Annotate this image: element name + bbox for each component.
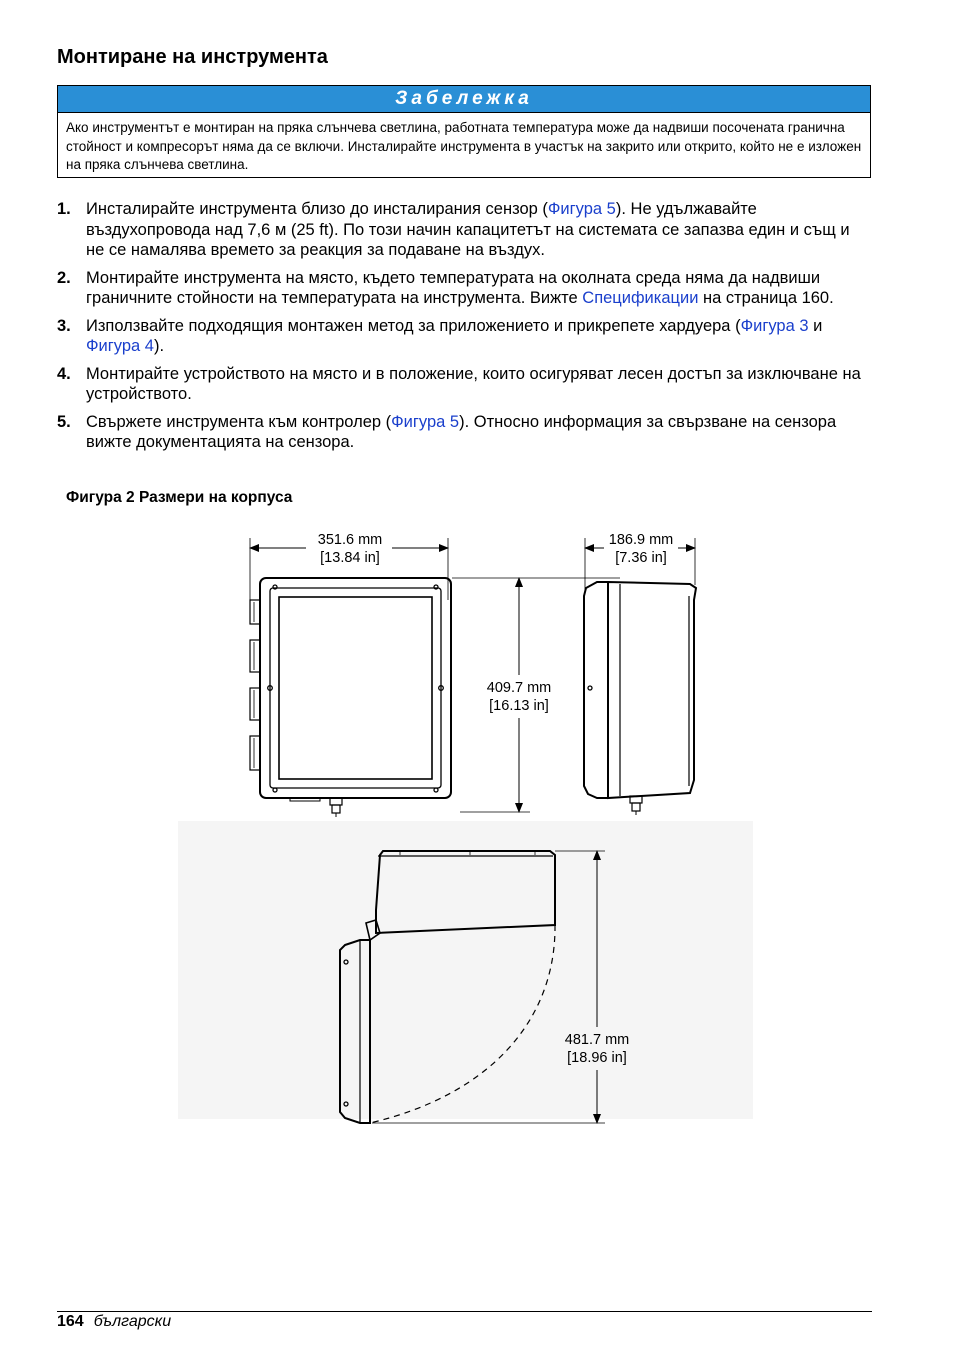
link-figure-5[interactable]: Фигура 5 [391,412,460,431]
step-text: ). Относно информация за свързване на сензора вижте документацията на сензора. [86,412,837,451]
side-view [584,538,696,815]
height-mm-label: 409.7 mm [486,680,552,696]
step-number: 2. [57,268,71,287]
step-text: на страница 160. [698,289,834,307]
figure-caption: Фигура 2 Размери на корпуса [66,489,293,506]
note-title: Забележка [58,86,870,113]
width-mm-label: 351.6 mm [317,532,383,548]
step-text: Използвайте подходящия монтажен метод за приложението и прикрепете хардуера ( [86,316,741,335]
swing-in-label: [18.96 in] [567,1050,627,1066]
figure-background [178,821,753,1119]
step-text: ). [153,337,165,355]
step-text: Инсталирайте инструмента близо до инсталирания сензор ( [86,200,548,218]
step-text: ). Не удължавайте въздухопровода над 7,6 м (25 ft). По този начин капацитетът на системата се запазва един и същ и не се намалява времето за реакция за подаване на въздух. [86,200,850,259]
link-figure-4[interactable]: Фигура 4 [86,337,154,355]
link-figure-3[interactable]: Фигура 3 [740,316,809,335]
step-text: Монтирайте инструмента на място, където температурата на околната среда няма да надвиши граничните стойности на температурата на инструмента. Вижте [86,268,821,307]
depth-mm-label: 186.9 mm [608,532,674,548]
page-footer [57,1313,171,1331]
step-text: Монтирайте устройството на място и в положение, които осигуряват лесен достъп за изключване на устройството. [86,364,861,403]
width-in-label: [13.84 in] [320,550,380,566]
link-specifications[interactable]: Спецификации [582,289,699,307]
step-text: Свържете инструмента към контролер ( [86,412,392,431]
step-number: 1. [57,200,71,218]
footer-divider [57,1311,872,1312]
front-view [250,538,451,817]
page-number: 164 [57,1313,84,1330]
page-title: Монтиране на инструмента [57,46,328,68]
footer-language: български [93,1313,172,1330]
link-figure-5[interactable]: Фигура 5 [547,200,616,218]
step-number: 5. [57,412,71,431]
depth-in-label: [7.36 in] [615,550,667,566]
swing-mm-label: 481.7 mm [564,1032,630,1048]
note-text: Ако инструментът е монтиран на пряка слънчева светлина, работната температура може да надвиши посочената гранична стойност и компресорът няма да се включи. Инсталирайте инструмента в участък на закрито или открито, който не е изложен на пряка слънчева светлина. [66,120,862,172]
step-text: и [808,316,823,335]
step-number: 4. [57,364,71,383]
step-number: 3. [57,316,71,335]
height-in-label: [16.13 in] [489,698,549,714]
